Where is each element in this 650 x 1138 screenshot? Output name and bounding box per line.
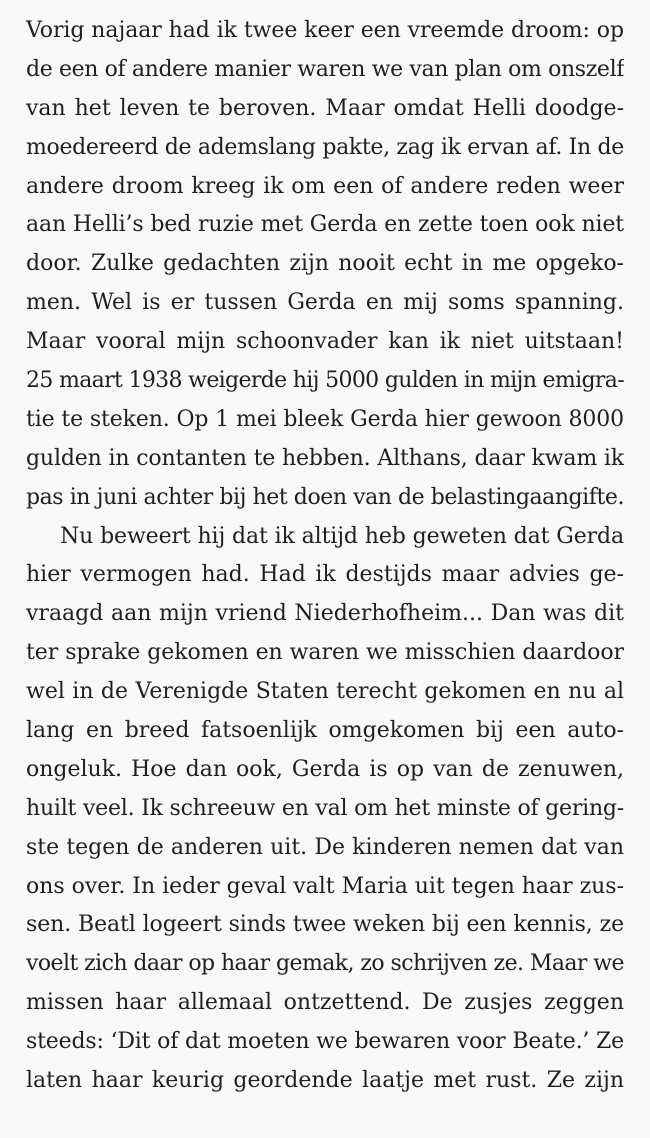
text-line: aan Helli’s bed ruzie met Gerda en zette toen ook niet <box>26 212 624 238</box>
text-line: sen. Beatl logeert sinds twee weken bij een kennis, ze <box>26 912 624 938</box>
text-line: vraagd aan mijn vriend Niederhofheim... Dan was dit <box>26 601 624 627</box>
text-line: ste tegen de anderen uit. De kinderen nemen dat van <box>26 834 624 860</box>
text-line: moedereerd de ademslang pakte, zag ik ervan af. In de <box>26 134 624 160</box>
text-line: lang en breed fatsoenlijk omgekomen bij een auto- <box>26 718 624 744</box>
text-line: pas in juni achter bij het doen van de belastingaangifte. <box>26 484 624 510</box>
text-line: tie te steken. Op 1 mei bleek Gerda hier gewoon 8000 <box>26 406 624 432</box>
text-line: laten haar keurig geordende laatje met rust. Ze zijn <box>26 1068 624 1094</box>
body-text <box>26 12 624 1101</box>
text-line: steeds: ‘Dit of dat moeten we bewaren voor Beate.’ Ze <box>26 1029 624 1055</box>
text-line: Nu beweert hij dat ik altijd heb geweten dat Gerda <box>60 523 624 549</box>
text-line: andere droom kreeg ik om een of andere reden weer <box>26 173 624 199</box>
text-line: van het leven te beroven. Maar omdat Helli doodge- <box>26 95 624 121</box>
text-line: gulden in contanten te hebben. Althans, daar kwam ik <box>26 445 624 471</box>
text-line: missen haar allemaal ontzettend. De zusjes zeggen <box>26 990 624 1016</box>
text-line: huilt veel. Ik schreeuw en val om het minste of gering- <box>26 795 624 821</box>
text-line: wel in de Verenigde Staten terecht gekomen en nu al <box>26 679 624 705</box>
text-line: ons over. In ieder geval valt Maria uit tegen haar zus- <box>26 873 624 899</box>
text-line: de een of andere manier waren we van plan om onszelf <box>26 56 624 82</box>
text-line: hier vermogen had. Had ik destijds maar advies ge- <box>26 562 624 588</box>
text-line: Vorig najaar had ik twee keer een vreemde droom: op <box>26 18 624 43</box>
text-line: Maar vooral mijn schoonvader kan ik niet uitstaan! <box>26 329 624 355</box>
text-line: voelt zich daar op haar gemak, zo schrijven ze. Maar we <box>26 951 624 977</box>
text-line: door. Zulke gedachten zijn nooit echt in me opgeko- <box>26 251 624 277</box>
text-line: ongeluk. Hoe dan ook, Gerda is op van de zenuwen, <box>26 756 624 782</box>
text-line: ter sprake gekomen en waren we misschien daardoor <box>26 640 624 666</box>
text-line: 25 maart 1938 weigerde hij 5000 gulden in mijn emigra- <box>26 368 624 394</box>
text-line: men. Wel is er tussen Gerda en mij soms spanning. <box>26 290 624 316</box>
